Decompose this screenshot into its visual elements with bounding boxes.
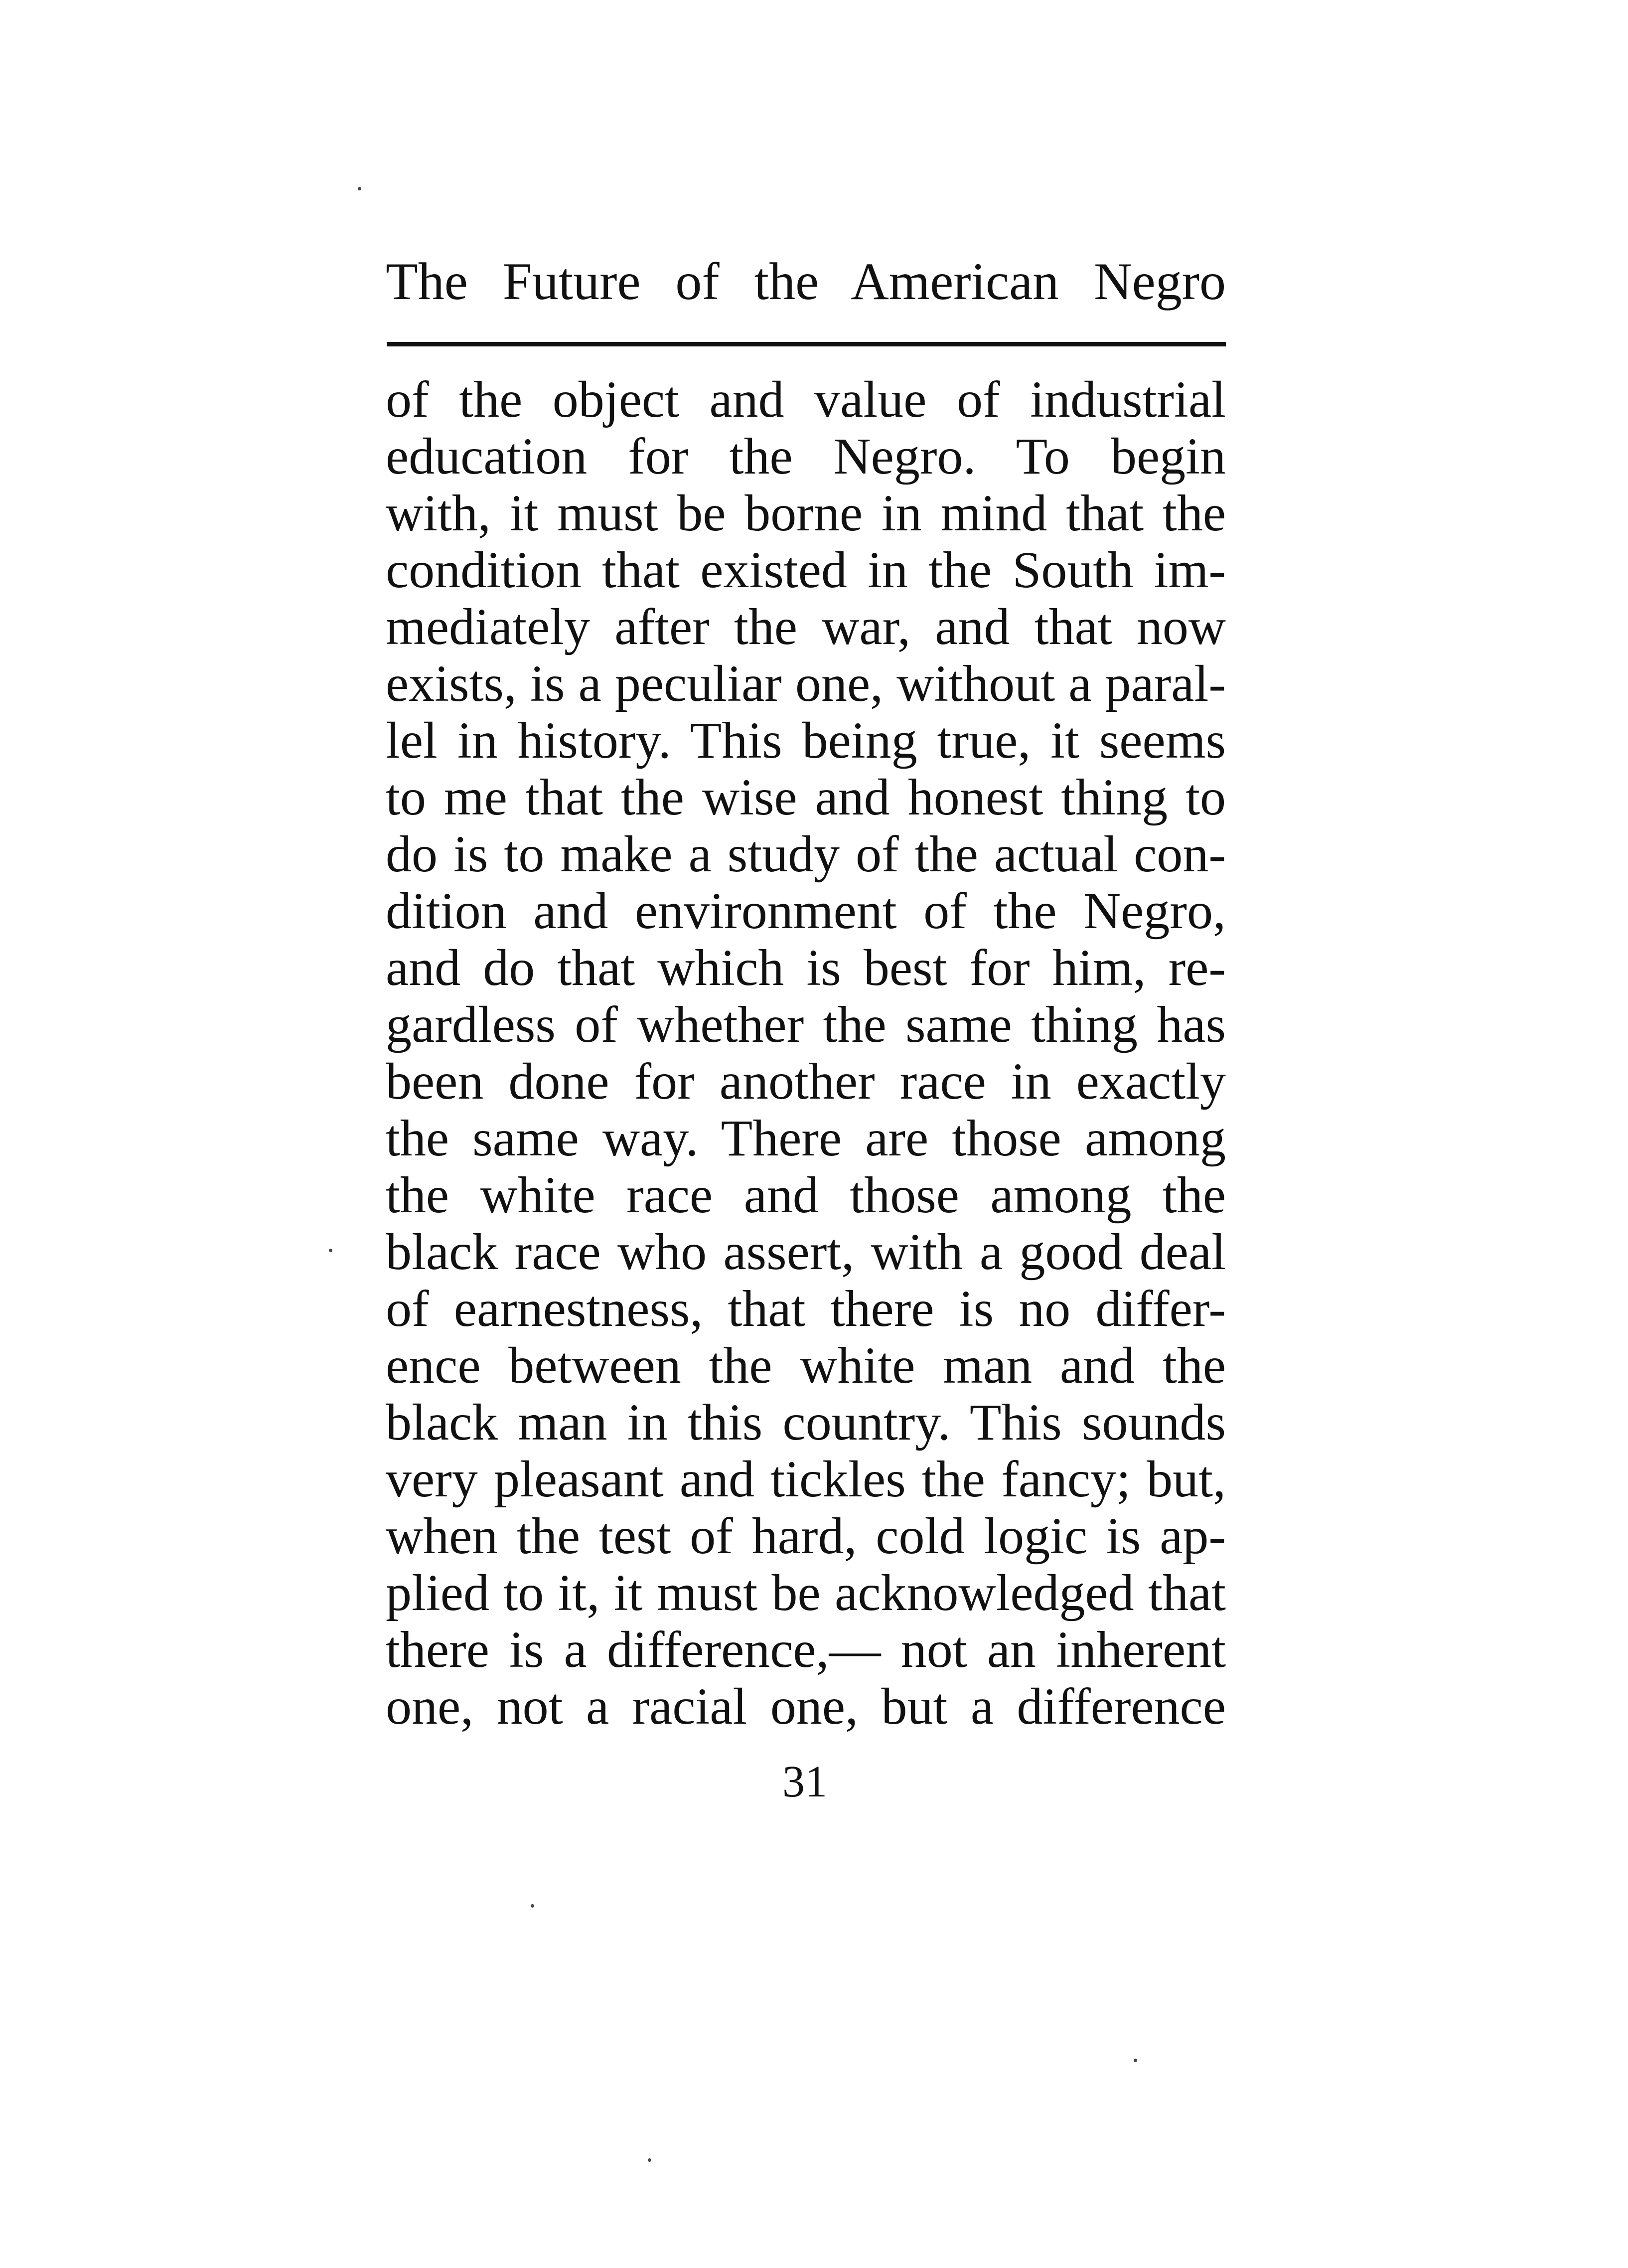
- text-line: black race who assert, with a good deal: [386, 1223, 1226, 1281]
- text-line: very pleasant and tickles the fancy; but,: [386, 1451, 1226, 1508]
- scan-speck: [358, 187, 361, 190]
- text-line: mediately after the war, and that now: [386, 598, 1226, 655]
- text-line: with, it must be borne in mind that the: [386, 485, 1226, 542]
- running-header: The Future of the American Negro: [386, 252, 1226, 311]
- text-line: the white race and those among the: [386, 1166, 1226, 1224]
- header-rule: [387, 342, 1226, 346]
- scan-speck: [329, 1249, 332, 1252]
- text-line: lel in history. This being true, it seems: [386, 712, 1226, 769]
- text-line: and do that which is best for him, re-: [386, 939, 1226, 996]
- text-line: ence between the white man and the: [386, 1337, 1226, 1394]
- text-line: exists, is a peculiar one, without a paral-: [386, 655, 1226, 712]
- text-line: when the test of hard, cold logic is ap-: [386, 1507, 1226, 1565]
- text-line: there is a difference,— not an inherent: [386, 1621, 1226, 1678]
- scan-speck: [531, 1904, 534, 1908]
- text-line: to me that the wise and honest thing to: [386, 769, 1226, 826]
- text-line: plied to it, it must be acknowledged that: [386, 1564, 1226, 1621]
- page-number: 31: [782, 1757, 827, 1806]
- body-text: [386, 371, 1226, 1735]
- text-line: black man in this country. This sounds: [386, 1394, 1226, 1451]
- scan-speck: [648, 2158, 651, 2162]
- text-line: of the object and value of industrial: [386, 371, 1226, 428]
- text-line: the same way. There are those among: [386, 1110, 1226, 1167]
- text-line: been done for another race in exactly: [386, 1053, 1226, 1110]
- text-line: education for the Negro. To begin: [386, 428, 1226, 485]
- text-line: dition and environment of the Negro,: [386, 882, 1226, 940]
- scan-speck: [1134, 2059, 1137, 2062]
- text-line: of earnestness, that there is no differ-: [386, 1280, 1226, 1337]
- text-line: condition that existed in the South im-: [386, 541, 1226, 599]
- text-line: gardless of whether the same thing has: [386, 996, 1226, 1053]
- text-line: one, not a racial one, but a difference: [386, 1678, 1226, 1735]
- text-line: do is to make a study of the actual con-: [386, 825, 1226, 883]
